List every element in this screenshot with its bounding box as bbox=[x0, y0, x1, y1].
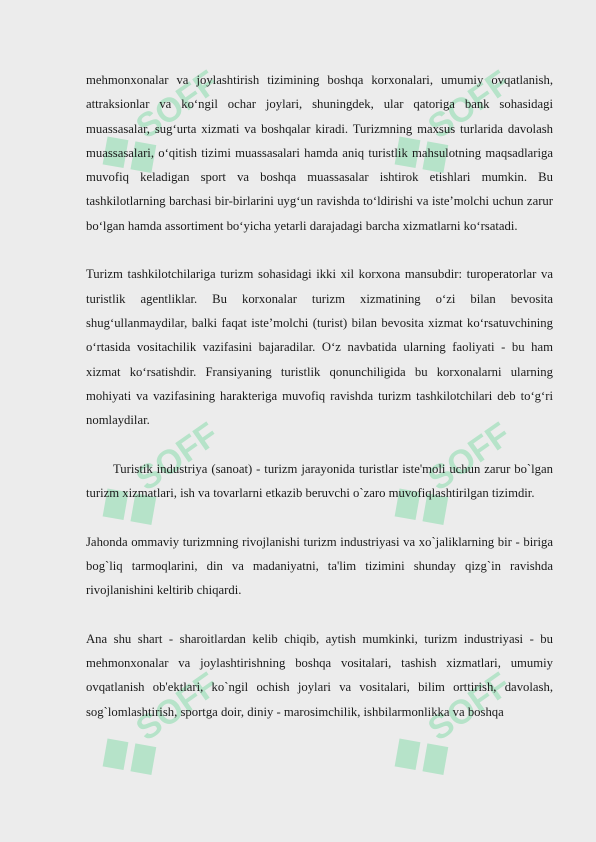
document-body bbox=[86, 68, 553, 748]
paragraph-tourism-organizers: Turizm tashkilotchilariga turizm sohasidagi ikki xil korxona mansubdir: turoperatorlar va turistlik agentliklar. Bu korxonalar turizm xizmatining o‘zi bilan bevosita shug‘ullanmaydilar, balki faqat iste’molchi (turist) bilan bevosita xizmat ko‘rsatuvchining o‘rtasida vositachilik vazifasini bajaradilar. O‘z navbatida ularning faoliyati - bu ham xizmat ko‘rsatishdir. Fransiyaning turistlik qonunchiligida bu korxonalarni ularning mohiyati va vazifasining harakteriga muvofiq ravishda turizm tashkilotchilari deb to‘g‘ri nomlaydilar. bbox=[86, 267, 553, 428]
paragraph-industry-components: Ana shu shart - sharoitlardan kelib chiqib, aytish mumkinki, turizm industriyasi - bu mehmonxonalar va joylashtirishning boshqa vositalari, tashish xizmatlari, umumiy ovqatlanish ob'ektlari, ko`ngil ochish joylari va vositalari, bilim orttirish, davolash, sog`lomlashtirish, sportga doir, diniy - marosimchilik, ishbilarmonlikka va boshqa bbox=[86, 631, 553, 719]
paragraph-mass-tourism: Jahonda ommaviy turizmning rivojlanishi turizm industriyasi va xo`jaliklarning bir - biriga bog`liq tarmoqlarini, din va madaniyatni, ta'lim tizimini shunday qizg`in ravishda rivojlanishini keltirib chiqardi. bbox=[86, 534, 553, 598]
svg-text:SOFF: SOFF bbox=[129, 415, 226, 499]
paragraph-tourism-industry-definition: Turistik industriya (sanoat) - turizm jarayonida turistlar iste'moli uchun zarur bo`lgan turizm xizmatlari, ish va tovarlarni etkazib beruvchi o`zaro muvofiqlashtirilgan tizimdir. bbox=[86, 461, 553, 501]
svg-text:SOFF: SOFF bbox=[421, 415, 518, 499]
svg-text:SOFF: SOFF bbox=[421, 665, 518, 749]
paragraph-hospitality-services: mehmonxonalar va joylashtirish tizimining boshqa korxonalari, umumiy ovqatlanish, attraksionlar va ko‘ngil ochar joylari, shuningdek, ular qatoriga bank sohasidagi muassasalar, sug‘urta xizmati va boshqalar kiradi. Turizmning maxsus turlarida davolash muassasalari, o‘qitish tizimi muassasalari hamda aniq turistlik mahsulotning maqsadlariga muvofiq keladigan sport va boshqa muassasalar ishtirok etishlari mumkin. Bu tashkilotlarning barchasi bir-birlarini uyg‘un ravishda to‘ldirishi va iste’molchi uchun zarur bo‘lgan hamda assortiment bo‘yicha yetarli darajadagi barcha xizmatlarni ko‘rsatadi. bbox=[86, 73, 553, 233]
svg-text:SOFF: SOFF bbox=[421, 63, 518, 147]
svg-text:SOFF: SOFF bbox=[129, 63, 226, 147]
svg-text:SOFF: SOFF bbox=[129, 665, 226, 749]
